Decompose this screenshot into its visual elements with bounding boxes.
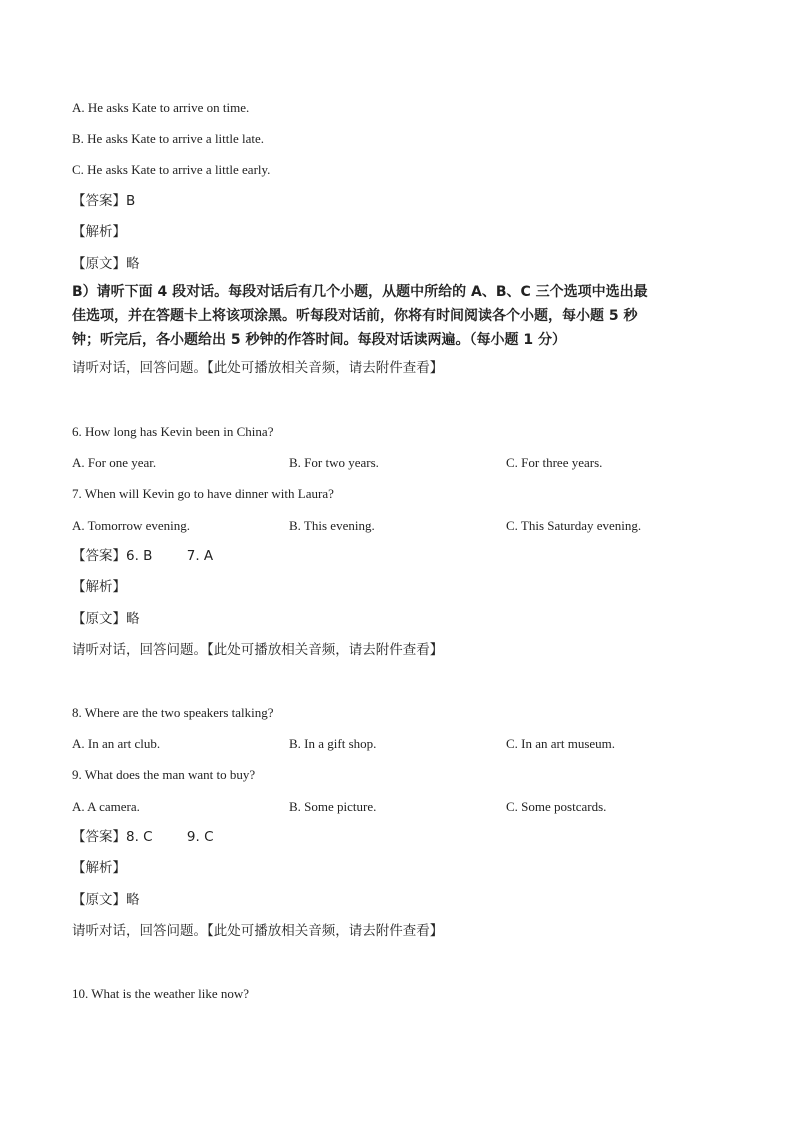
q9-option-b: B. Some picture. [289, 799, 377, 814]
q9-option-c: C. Some postcards. [506, 799, 607, 814]
q8-option-b: B. In a gift shop. [289, 736, 377, 751]
group2-answer: 【答案】8. C 9. C [72, 829, 214, 845]
section-b-line-1: B）请听下面 4 段对话。每段对话后有几个小题，从题中所给的 A、B、C 三个选项中选出最 [72, 284, 648, 300]
q5-option-b: B. He asks Kate to arrive a little late. [72, 131, 265, 146]
q8-stem: 8. Where are the two speakers talking? [72, 705, 274, 720]
q5-option-a: A. He asks Kate to arrive on time. [72, 100, 250, 115]
q5-original: 【原文】略 [72, 256, 140, 272]
q7-option-b: B. This evening. [289, 518, 375, 533]
q5-answer: 【答案】B [72, 193, 136, 209]
q7-stem: 7. When will Kevin go to have dinner with Laura? [72, 486, 334, 501]
q7-option-c: C. This Saturday evening. [506, 518, 642, 533]
q8-option-c: C. In an art museum. [506, 736, 616, 751]
q10-stem: 10. What is the weather like now? [72, 986, 250, 1001]
group1-analysis: 【解析】 [72, 579, 126, 595]
q5-analysis: 【解析】 [72, 224, 126, 240]
q6-options [72, 455, 732, 471]
group2-note: 请听对话，回答问题。【此处可播放相关音频，请去附件查看】 [72, 923, 444, 939]
q7-options [72, 518, 732, 534]
q8-option-a: A. In an art club. [72, 736, 161, 751]
group2-analysis: 【解析】 [72, 860, 126, 876]
q5-option-c: C. He asks Kate to arrive a little early. [72, 162, 271, 177]
q9-options [72, 799, 732, 815]
listen-note: 请听对话，回答问题。【此处可播放相关音频，请去附件查看】 [72, 360, 444, 376]
group1-original: 【原文】略 [72, 611, 140, 627]
group2-original: 【原文】略 [72, 892, 140, 908]
group1-note: 请听对话，回答问题。【此处可播放相关音频，请去附件查看】 [72, 642, 444, 658]
q9-option-a: A. A camera. [72, 799, 140, 814]
q6-option-b: B. For two years. [289, 455, 379, 470]
section-b-line-3: 钟；听完后，各小题给出 5 秒钟的作答时间。每段对话读两遍。（每小题 1 分） [72, 332, 566, 348]
group1-answer: 【答案】6. B 7. A [72, 548, 214, 564]
section-b-line-2: 佳选项，并在答题卡上将该项涂黑。听每段对话前，你将有时间阅读各个小题，每小题 5 秒 [72, 308, 638, 324]
q6-option-c: C. For three years. [506, 455, 603, 470]
q9-stem: 9. What does the man want to buy? [72, 767, 256, 782]
q6-option-a: A. For one year. [72, 455, 157, 470]
q7-option-a: A. Tomorrow evening. [72, 518, 190, 533]
q8-options [72, 736, 732, 752]
q6-stem: 6. How long has Kevin been in China? [72, 424, 274, 439]
section-b-instructions [72, 280, 724, 352]
